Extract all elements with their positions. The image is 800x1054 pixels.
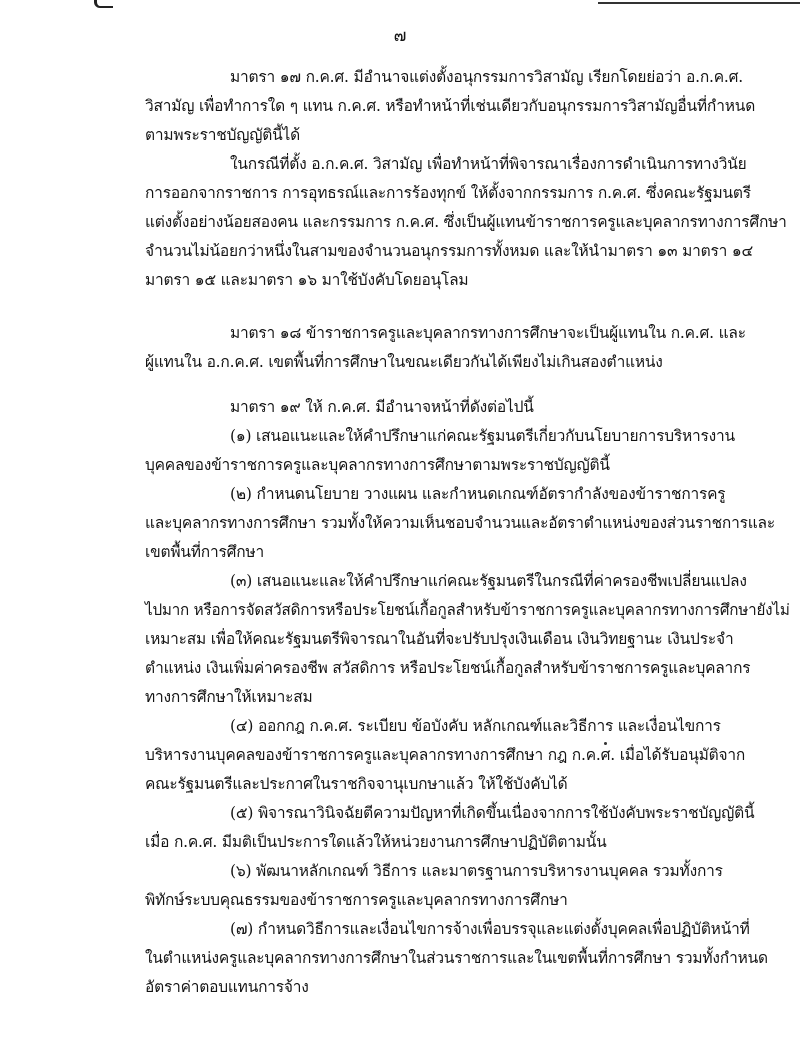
section-19-line: (๗) กำหนดวิธีการและเงื่อนไขการจ้างเพื่อบรรจุและแต่งตั้งบุคคลเพื่อปฏิบัติหน้าที่ <box>230 920 750 938</box>
corner-scan-mark <box>94 0 113 8</box>
section-19-line: ทางการศึกษาให้เหมาะสม <box>145 688 313 706</box>
section-19-line: (๑) เสนอแนะและให้คำปรึกษาแก่คณะรัฐมนตรีเกี่ยวกับนโยบายการบริหารงาน <box>230 427 735 445</box>
section-19-line: เหมาะสม เพื่อให้คณะรัฐมนตรีพิจารณาในอันที่จะปรับปรุงเงินเดือน เงินวิทยฐานะ เงินประจำ <box>145 630 734 648</box>
section-19-line: เมื่อ ก.ค.ศ. มีมติเป็นประการใดแล้วให้หน่วยงานการศึกษาปฏิบัติตามนั้น <box>145 833 607 851</box>
section-19-line: ไปมาก หรือการจัดสวัสดิการหรือประโยชน์เกื้อกูลสำหรับข้าราชการครูและบุคลากรทางการศึกษายังไม่ <box>145 601 790 619</box>
top-edge-rule <box>598 2 800 4</box>
section-17-line: วิสามัญ เพื่อทำการใด ๆ แทน ก.ค.ศ. หรือทำหน้าที่เช่นเดียวกับอนุกรรมการวิสามัญอื่นที่กำหนด <box>145 97 756 115</box>
section-19-line: (๕) พิจารณาวินิจฉัยตีความปัญหาที่เกิดขึ้นเนื่องจากการใช้บังคับพระราชบัญญัตินี้ <box>230 804 755 822</box>
section-19-line: ตำแหน่ง เงินเพิ่มค่าครองชีพ สวัสดิการ หรือประโยชน์เกื้อกูลสำหรับข้าราชการครูและบุคลากร <box>145 659 751 677</box>
section-18-line: มาตรา ๑๘ ข้าราชการครูและบุคลากรทางการศึกษาจะเป็นผู้แทนใน ก.ค.ศ. และ <box>230 324 746 342</box>
section-17-line: แต่งตั้งอย่างน้อยสองคน และกรรมการ ก.ค.ศ. ซึ่งเป็นผู้แทนข้าราชการครูและบุคลากรทางการศึกษา <box>145 213 787 231</box>
section-17-line: การออกจากราชการ การอุทธรณ์และการร้องทุกข์ ให้ตั้งจากกรรมการ ก.ค.ศ. ซึ่งคณะรัฐมนตรี <box>145 184 751 202</box>
section-19-line: (๒) กำหนดนโยบาย วางแผน และกำหนดเกณฑ์อัตรากำลังของข้าราชการครู <box>230 485 726 503</box>
section-19-line: บุคคลของข้าราชการครูและบุคลากรทางการศึกษาตามพระราชบัญญัตินี้ <box>145 456 610 474</box>
section-19-line: (๔) ออกกฎ ก.ค.ศ. ระเบียบ ข้อบังคับ หลักเกณฑ์และวิธีการ และเงื่อนไขการ <box>230 717 721 735</box>
page-number: ๗ <box>393 26 407 46</box>
section-19-line: และบุคลากรทางการศึกษา รวมทั้งให้ความเห็นชอบจำนวนและอัตราตำแหน่งของส่วนราชการและ <box>145 514 775 532</box>
section-19-line: (๖) พัฒนาหลักเกณฑ์ วิธีการ และมาตรฐานการบริหารงานบุคคล รวมทั้งการ <box>230 862 723 880</box>
section-19-line: อัตราค่าตอบแทนการจ้าง <box>145 978 309 996</box>
scan-speck <box>604 742 607 745</box>
section-18-line: ผู้แทนใน อ.ก.ค.ศ. เขตพื้นที่การศึกษาในขณะเดียวกันได้เพียงไม่เกินสองตำแหน่ง <box>145 353 663 371</box>
section-17-line: ในกรณีที่ตั้ง อ.ก.ค.ศ. วิสามัญ เพื่อทำหน้าที่พิจารณาเรื่องการดำเนินการทางวินัย <box>230 155 747 173</box>
section-17-line: ตามพระราชบัญญัตินี้ได้ <box>145 126 300 144</box>
section-17-line: มาตรา ๑๗ ก.ค.ศ. มีอำนาจแต่งตั้งอนุกรรมการวิสามัญ เรียกโดยย่อว่า อ.ก.ค.ศ. <box>230 68 744 86</box>
section-17-line: มาตรา ๑๕ และมาตรา ๑๖ มาใช้บังคับโดยอนุโลม <box>145 271 469 289</box>
section-19-line: มาตรา ๑๙ ให้ ก.ค.ศ. มีอำนาจหน้าที่ดังต่อไปนี้ <box>230 398 534 416</box>
section-19-line: บริหารงานบุคคลของข้าราชการครูและบุคลากรทางการศึกษา กฎ ก.ค.ศ. เมื่อได้รับอนุมัติจาก <box>145 746 746 764</box>
section-19-line: เขตพื้นที่การศึกษา <box>145 543 264 561</box>
section-19-line: ในตำแหน่งครูและบุคลากรทางการศึกษาในส่วนราชการและในเขตพื้นที่การศึกษา รวมทั้งกำหนด <box>145 949 768 967</box>
section-17-line: จำนวนไม่น้อยกว่าหนึ่งในสามของจำนวนอนุกรรมการทั้งหมด และให้นำมาตรา ๑๓ มาตรา ๑๔ <box>145 242 754 260</box>
section-19-line: คณะรัฐมนตรีและประกาศในราชกิจจานุเบกษาแล้ว ให้ใช้บังคับได้ <box>145 775 568 793</box>
section-19-line: (๓) เสนอแนะและให้คำปรึกษาแก่คณะรัฐมนตรีในกรณีที่ค่าครองชีพเปลี่ยนแปลง <box>230 572 747 590</box>
section-19-line: พิทักษ์ระบบคุณธรรมของข้าราชการครูและบุคลากรทางการศึกษา <box>145 891 568 909</box>
